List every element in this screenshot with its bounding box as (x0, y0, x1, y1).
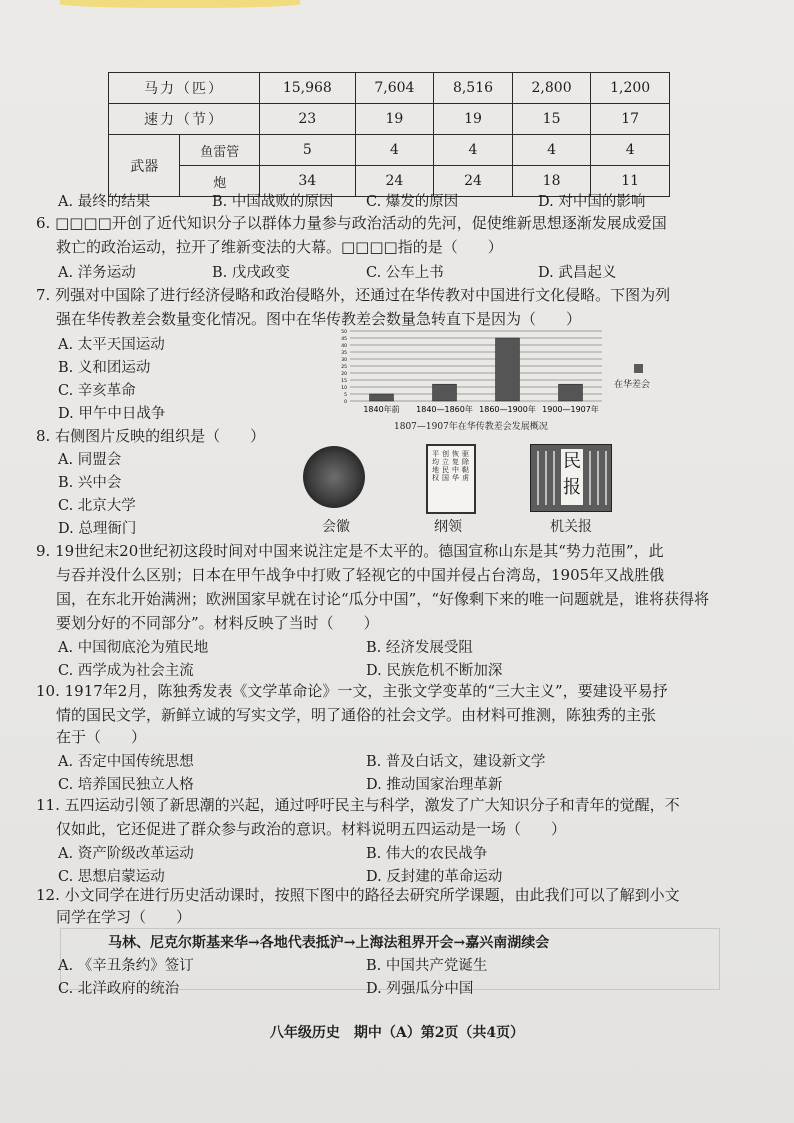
table-cell: 5 (260, 135, 356, 166)
q10-stem: 在于（ ） (56, 728, 147, 746)
y-tick-label: 45 (341, 337, 347, 342)
q6-stem: 救亡的政治运动，拉开了维新变法的大幕。□□□□指的是（ ） (56, 238, 503, 256)
row-header: 武器 (109, 135, 180, 197)
bar-1 (433, 384, 457, 401)
y-tick-label: 25 (341, 365, 347, 370)
q7-stem: 强在华传教差会数量变化情况。图中在华传教差会数量急转直下是因为（ ） (56, 310, 582, 328)
warship-comparison-table (108, 72, 670, 197)
q10-option-d: D. 推动国家治理革新 (366, 777, 503, 793)
legend-swatch (634, 364, 643, 373)
caption-program: 纲领 (434, 519, 462, 535)
q11-option-c: C. 思想启蒙运动 (58, 869, 165, 885)
program-text: 恢复中华 (452, 450, 459, 482)
q6-option-c: C. 公车上书 (366, 265, 444, 281)
chart-title: 1807—1907年在华传教差会发展概况 (394, 422, 548, 432)
table-cell: 4 (434, 135, 513, 166)
row-header: 马力（匹） (109, 73, 260, 104)
missionary-chart (334, 327, 630, 433)
page-footer: 八年级历史 期中（A）第2页（共4页） (269, 1025, 525, 1041)
y-tick-label: 20 (341, 372, 347, 377)
caption-newspaper: 机关报 (550, 519, 592, 535)
program-text: 驱除鞑虏 (462, 450, 469, 482)
y-tick-label: 30 (341, 358, 347, 363)
y-tick-label: 0 (344, 400, 347, 405)
q12-option-c: C. 北洋政府的统治 (58, 981, 180, 997)
q9-stem: 与吞并没什么区别；日本在甲午战争中打败了轻视它的中国并侵占台湾岛，1905年又战胜俄 (56, 566, 665, 584)
chart-svg (334, 327, 630, 433)
q7-option-b: B. 义和团运动 (58, 360, 151, 376)
x-tick-label: 1860—1900年 (479, 405, 536, 414)
q8-option-a: A. 同盟会 (58, 452, 122, 468)
x-tick-label: 1900—1907年 (542, 405, 599, 414)
q11-option-a: A. 资产阶级改革运动 (58, 846, 194, 862)
q11-stem: 11. 五四运动引领了新思潮的兴起，通过呼吁民主与科学，激发了广大知识分子和青年的觉醒，不 (36, 796, 680, 814)
q12-stem: 同学在学习（ ） (56, 908, 192, 926)
q7-option-c: C. 辛亥革命 (58, 383, 136, 399)
table-cell: 19 (434, 104, 513, 135)
table-cell: 2,800 (512, 73, 591, 104)
table-cell: 18 (512, 166, 591, 197)
q10-option-c: C. 培养国民独立人格 (58, 777, 194, 793)
row-subheader: 鱼雷管 (180, 135, 260, 166)
program-text: 创立民国 (442, 450, 449, 482)
q9-stem: 要划分好的不同部分”。材料反映了当时（ ） (56, 614, 379, 632)
table-cell: 4 (591, 135, 670, 166)
q12-option-d: D. 列强瓜分中国 (366, 981, 474, 997)
q8-option-b: B. 兴中会 (58, 475, 122, 491)
table-cell: 15 (512, 104, 591, 135)
emblem-image (303, 446, 365, 508)
program-document-image (426, 444, 476, 514)
q7-option-a: A. 太平天国运动 (58, 337, 165, 353)
y-tick-label: 35 (341, 351, 347, 356)
q10-stem: 10. 1917年2月，陈独秀发表《文学革命论》一文，主张文学变革的“三大主义”，要建设平易抒 (36, 682, 668, 700)
q5-option-a: A. 最终的结果 (58, 194, 151, 210)
route-path: 马林、尼克尔斯基来华→各地代表抵沪→上海法租界开会→嘉兴南湖续会 (108, 935, 550, 951)
q9-option-b: B. 经济发展受阻 (366, 640, 473, 656)
q7-stem: 7. 列强对中国除了进行经济侵略和政治侵略外，还通过在华传教对中国进行文化侵略。下图为列 (36, 286, 671, 304)
q8-option-c: C. 北京大学 (58, 498, 136, 514)
table-cell: 24 (355, 166, 434, 197)
table-cell: 7,604 (355, 73, 434, 104)
program-text: 平均地权 (432, 450, 439, 482)
q10-option-a: A. 否定中国传统思想 (58, 754, 194, 770)
y-tick-label: 40 (341, 344, 347, 349)
table-cell: 15,968 (260, 73, 356, 104)
chart-y-labels (341, 329, 347, 405)
legend-label: 在华差会 (614, 380, 651, 390)
q5-option-d: D. 对中国的影响 (538, 194, 646, 210)
table-cell: 1,200 (591, 73, 670, 104)
table-cell: 4 (512, 135, 591, 166)
row-header: 速力（节） (109, 104, 260, 135)
q10-option-b: B. 普及白话文，建设新文学 (366, 754, 546, 770)
table-row (109, 104, 670, 135)
y-tick-label: 10 (341, 386, 347, 391)
q8-stem: 8. 右侧图片反映的组织是（ ） (36, 427, 266, 445)
table-cell: 8,516 (434, 73, 513, 104)
table-cell: 11 (591, 166, 670, 197)
q6-option-a: A. 洋务运动 (58, 265, 136, 281)
bar-2 (496, 338, 520, 401)
y-tick-label: 15 (341, 379, 347, 384)
table-cell: 4 (355, 135, 434, 166)
q12-option-b: B. 中国共产党诞生 (366, 958, 488, 974)
q9-option-a: A. 中国彻底沦为殖民地 (58, 640, 209, 656)
y-tick-label: 5 (344, 393, 347, 398)
newspaper-image (530, 444, 612, 512)
table-cell: 17 (591, 104, 670, 135)
chart-bars (370, 338, 583, 401)
q7-option-d: D. 甲午中日战争 (58, 406, 166, 422)
q9-option-c: C. 西学成为社会主流 (58, 663, 194, 679)
caption-emblem: 会徽 (322, 519, 350, 535)
table-row (109, 73, 670, 104)
q9-option-d: D. 民族危机不断加深 (366, 663, 503, 679)
q11-stem: 仅如此，它还促进了群众参与政治的意识。材料说明五四运动是一场（ ） (56, 820, 567, 838)
x-tick-label: 1840年前 (363, 405, 400, 414)
chart-x-labels (363, 404, 599, 414)
q6-option-d: D. 武昌起义 (538, 265, 617, 281)
row-subheader: 炮 (180, 166, 260, 197)
newspaper-title: 民报 (561, 449, 583, 505)
q5-option-c: C. 爆发的原因 (366, 194, 459, 210)
bar-3 (559, 384, 583, 401)
q9-stem: 国，在东北开始满洲；欧洲国家早就在讨论“瓜分中国”，“好像剩下来的唯一问题就是，谁将获得将 (56, 590, 710, 608)
decorative-band (60, 0, 300, 8)
table-cell: 34 (260, 166, 356, 197)
q11-option-b: B. 伟大的农民战争 (366, 846, 488, 862)
q9-stem: 9. 19世纪末20世纪初这段时间对中国来说注定是不太平的。德国宣称山东是其“势力范围”，此 (36, 542, 664, 560)
x-tick-label: 1840—1860年 (416, 405, 473, 414)
q6-stem: 6. □□□□开创了近代知识分子以群体力量参与政治活动的先河，促使维新思想逐渐发展成爱国 (36, 214, 667, 232)
q6-option-b: B. 戊戌政变 (212, 265, 290, 281)
q5-option-b: B. 中国战败的原因 (212, 194, 334, 210)
table-cell: 19 (355, 104, 434, 135)
bar-0 (370, 394, 394, 401)
q10-stem: 情的国民文学，新鲜立诚的写实文学，明了通俗的社会文学。由材料可推测，陈独秀的主张 (56, 706, 657, 724)
y-tick-label: 50 (341, 330, 347, 335)
table-cell: 23 (260, 104, 356, 135)
q12-option-a: A. 《辛丑条约》签订 (58, 958, 194, 974)
table-row (109, 135, 670, 166)
q12-stem: 12. 小文同学在进行历史活动课时，按照下图中的路径去研究所学课题，由此我们可以了解到小文 (36, 886, 680, 904)
table-cell: 24 (434, 166, 513, 197)
q11-option-d: D. 反封建的革命运动 (366, 869, 503, 885)
q8-option-d: D. 总理衙门 (58, 521, 137, 537)
